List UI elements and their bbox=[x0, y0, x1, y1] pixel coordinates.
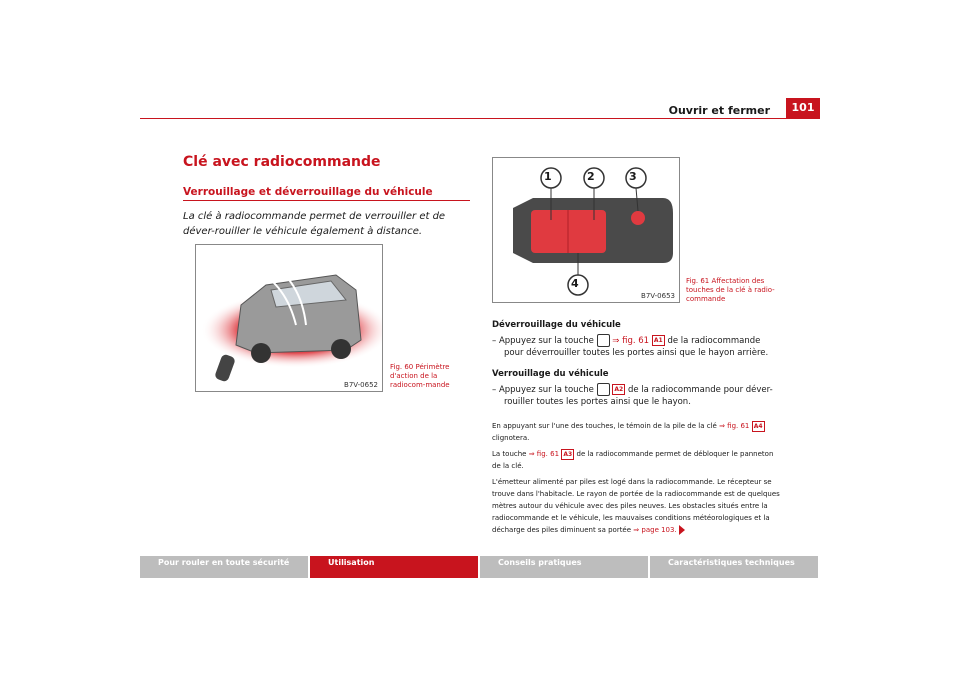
lock-step-text-cont: de la radiocommande pour déver- bbox=[627, 385, 773, 395]
callout-label-1: 1 bbox=[544, 170, 552, 183]
badge-a4: A4 bbox=[752, 421, 765, 432]
section-title: Clé avec radiocommande bbox=[183, 154, 381, 170]
footer-nav bbox=[140, 556, 820, 578]
wheel bbox=[251, 343, 271, 363]
section-subtitle: Verrouillage et déverrouillage du véhicule bbox=[183, 186, 433, 198]
badge-a3: A3 bbox=[561, 449, 574, 460]
footer-tab-utilisation[interactable]: Utilisation bbox=[310, 556, 478, 578]
unlock-step-text-cont: de la radiocommande bbox=[667, 336, 761, 346]
fig-61-link[interactable]: ⇒ fig. 61 bbox=[612, 336, 650, 346]
note-battery-text-cont: clignotera. bbox=[492, 434, 530, 442]
badge-a2: A2 bbox=[612, 384, 625, 395]
callout-label-4: 4 bbox=[571, 277, 579, 290]
car-range-illustration bbox=[196, 245, 382, 391]
page-number: 101 bbox=[786, 98, 820, 118]
header-rule bbox=[140, 118, 820, 119]
note-panneton-text: La touche bbox=[492, 450, 527, 458]
note-range bbox=[492, 476, 782, 536]
figure-60-ref: B7V-0652 bbox=[344, 381, 378, 389]
fig-61-link[interactable]: ⇒ fig. 61 bbox=[719, 422, 750, 430]
fig-61-link[interactable]: ⇒ fig. 61 bbox=[528, 450, 560, 458]
lock-step-line2: rouiller toutes les portes ainsi que le hayon. bbox=[504, 397, 691, 407]
unlock-step bbox=[492, 334, 792, 348]
lock-heading: Verrouillage du véhicule bbox=[492, 369, 609, 379]
continue-arrow-icon bbox=[679, 525, 685, 535]
callout-label-3: 3 bbox=[629, 170, 637, 183]
figure-60-caption: Fig. 60 Périmètre d'action de la radiocom-mande bbox=[390, 363, 450, 389]
unlock-key-icon bbox=[597, 334, 610, 347]
figure-61-caption: Fig. 61 Affectation des touches de la clé à radio-commande bbox=[686, 277, 775, 303]
lock-step bbox=[492, 383, 792, 397]
unlock-heading: Déverrouillage du véhicule bbox=[492, 320, 621, 330]
key-illustration bbox=[493, 158, 679, 302]
note-battery-text: En appuyant sur l'une des touches, le témoin de la pile de la clé bbox=[492, 422, 717, 430]
note-panneton-text-cont: de la radiocommande permet de débloquer le panneton de la clé. bbox=[492, 450, 774, 470]
figure-61-key-buttons bbox=[492, 157, 680, 303]
lock-step-text: – Appuyez sur la touche bbox=[492, 385, 594, 395]
figure-60-car-range bbox=[195, 244, 383, 392]
subtitle-rule bbox=[183, 200, 470, 201]
footer-tab-securite[interactable]: Pour rouler en toute sécurité bbox=[140, 556, 308, 578]
note-battery bbox=[492, 420, 782, 444]
running-header: Ouvrir et fermer bbox=[668, 104, 770, 117]
footer-tab-conseils[interactable]: Conseils pratiques bbox=[480, 556, 648, 578]
wheel bbox=[331, 339, 351, 359]
intro-text: La clé à radiocommande permet de verrouiller et de déver-rouiller le véhicule également à distance. bbox=[183, 211, 446, 237]
unlock-step-text: – Appuyez sur la touche bbox=[492, 336, 594, 346]
badge-a1: A1 bbox=[652, 335, 665, 346]
unlock-step-line2: pour déverrouiller toutes les portes ainsi que le hayon arrière. bbox=[504, 348, 769, 358]
footer-tab-caracteristiques[interactable]: Caractéristiques techniques bbox=[650, 556, 818, 578]
unlock-panneton-button bbox=[631, 211, 645, 225]
lock-key-icon bbox=[597, 383, 610, 396]
figure-61-ref: B7V-0653 bbox=[641, 292, 675, 300]
note-range-text: L'émetteur alimenté par piles est logé dans la radiocommande. Le récepteur se trouve dans l'habitacle. Le rayon de portée de la radiocommande est de quelques mètres autour du véhicule avec des piles neuves. Les obstacles situés entre la radiocommande et le véhicule, les mauvaises conditions météorologiques et la décharge des piles diminuent sa portée bbox=[492, 478, 780, 534]
note-panneton bbox=[492, 448, 782, 472]
page-103-link[interactable]: ⇒ page 103. bbox=[633, 526, 677, 534]
remote-key bbox=[214, 353, 236, 382]
callout-label-2: 2 bbox=[587, 170, 595, 183]
